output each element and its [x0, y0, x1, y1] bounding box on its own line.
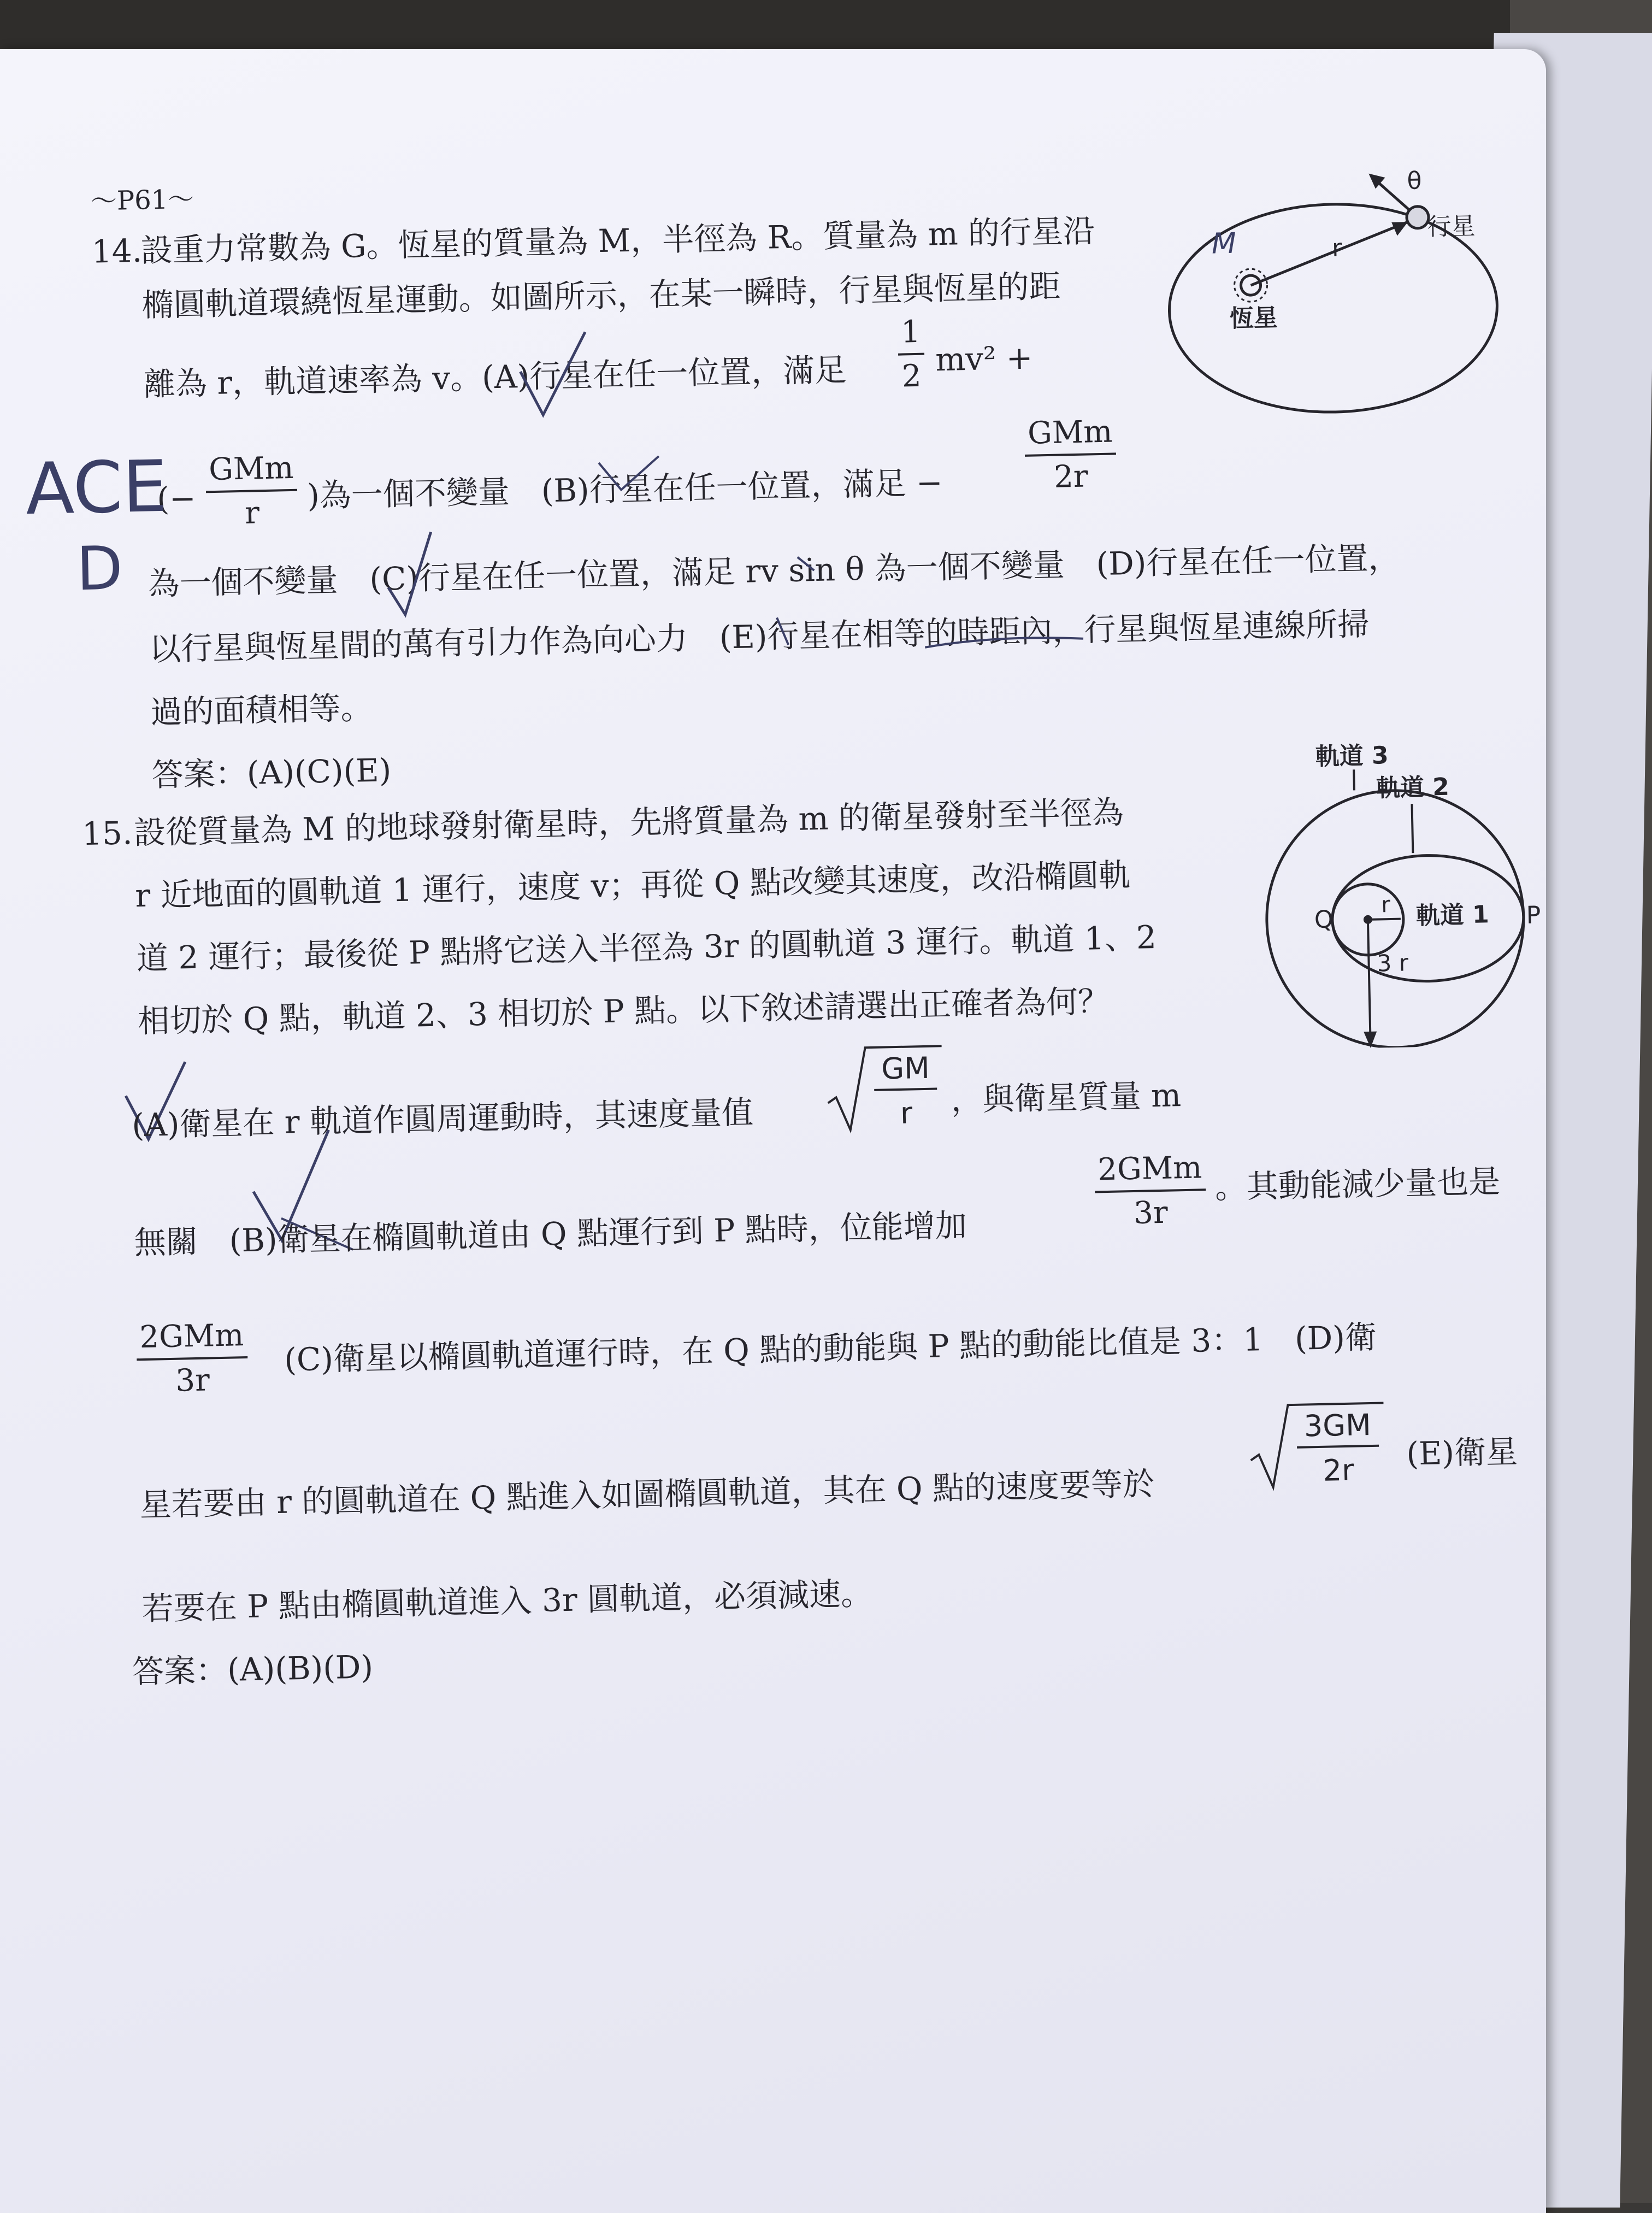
q14-line1: 設重力常數為 G。恆星的質量為 M，半徑為 R。質量為 m 的行星沿 — [140, 212, 1095, 269]
q15-orbits-figure — [1238, 738, 1546, 1051]
sqrt-numerator: GM — [881, 1050, 930, 1086]
sqrt-numerator: 3GM — [1303, 1408, 1372, 1444]
label-Q: Q — [1314, 905, 1334, 934]
label-3r: 3 r — [1377, 949, 1409, 977]
fraction-denominator: 3r — [1133, 1194, 1169, 1231]
handwritten-answer-ace: ACE — [25, 444, 168, 531]
label-orbit-1: 軌道 1 — [1415, 900, 1490, 931]
q15-line6-tail: 。其動能減少量也是 — [1214, 1162, 1501, 1206]
checkmark-b14 — [599, 456, 659, 490]
checkmark-c14 — [387, 532, 433, 615]
q15-line5-head: (A)衛星在 r 軌道作圓周運動時，其速度量值 — [131, 1093, 754, 1144]
fraction-denominator: 2 — [901, 358, 922, 395]
q15-line3: 道 2 運行；最後從 P 點將它送入半徑為 3r 的圓軌道 3 運行。軌道 1、2 — [136, 919, 1157, 978]
q15-line5-tail: ，與衛星質量 m — [950, 1076, 1182, 1119]
fraction-numerator: 2GMm — [1094, 1150, 1206, 1193]
label-r: r — [1331, 234, 1342, 263]
q15-line7: (C)衛星以橢圓軌道運行時，在 Q 點的動能與 P 點的動能比值是 3：1 (D)衛 — [284, 1318, 1377, 1379]
handwritten-M: M — [1211, 227, 1237, 261]
q15-fraction-2gmm-3r-a — [1094, 1150, 1207, 1232]
q15-line1: 設從質量為 M 的地球發射衛星時，先將質量為 m 的衛星發射至半徑為 — [133, 793, 1124, 852]
checkmark-a14 — [520, 332, 587, 415]
q15-line2: r 近地面的圓軌道 1 運行，速度 v；再從 Q 點改變其速度，改沿橢圓軌 — [134, 856, 1131, 915]
fraction-numerator: 2GMm — [136, 1317, 247, 1361]
q15-number: 15. — [81, 814, 133, 853]
sqrt-gm-r-icon — [824, 1040, 946, 1136]
q14-answer: 答案：(A)(C)(E) — [151, 751, 392, 794]
page-content — [0, 49, 1546, 2212]
fraction-numerator: GMm — [1024, 414, 1116, 456]
radius-r-line — [1368, 919, 1401, 920]
q14-line6: 以行星與恆星間的萬有引力作為向心力 (E)行星在相等的時距內，行星與恆星連線所掃 — [149, 605, 1370, 668]
underline-equal-time — [925, 637, 1083, 647]
page-number: ～P61～ — [90, 184, 194, 217]
q14-line4-mid: )為一個不變量 (B)行星在任一位置，滿足 − — [306, 464, 943, 515]
fraction-denominator: 3r — [175, 1362, 210, 1399]
orbit2-pointer — [1412, 804, 1413, 853]
worksheet-page — [0, 49, 1546, 2213]
q14-line2: 橢圓軌道環繞恆星運動。如圖所示，在某一瞬時，行星與恆星的距 — [141, 267, 1061, 324]
q14-line7: 過的面積相等。 — [150, 689, 373, 731]
fraction-numerator: 1 — [898, 314, 924, 356]
handwritten-answer-d: D — [75, 533, 123, 604]
label-theta: θ — [1407, 167, 1423, 196]
q14-line5: 為一個不變量 (C)行星在任一位置，滿足 rv sin θ 為一個不變量 (D)行星在任一位置， — [147, 539, 1400, 603]
q15-fraction-2gmm-3r-b — [136, 1317, 249, 1399]
radius-3r-line — [1368, 920, 1371, 1045]
q15-line4: 相切於 Q 點，軌道 2、3 相切於 P 點。以下敘述請選出正確者為何？ — [137, 982, 1110, 1040]
q14-line3: 離為 r，軌道速率為 v。(A)行星在任一位置，滿足 — [143, 351, 847, 403]
fraction-numerator: GMm — [205, 450, 298, 493]
fraction-denominator: r — [244, 495, 260, 531]
label-star: 恆星 — [1229, 304, 1278, 333]
label-orbit-3: 軌道 3 — [1315, 741, 1389, 771]
label-planet: 行星 — [1426, 212, 1476, 242]
q15-line9: 若要在 P 點由橢圓軌道進入 3r 圓軌道，必須減速。 — [141, 1575, 873, 1628]
q15-line6-head: 無關 (B)衛星在橢圓軌道由 Q 點運行到 P 點時，位能增加 — [134, 1206, 967, 1262]
label-orbit-2: 軌道 2 — [1376, 773, 1450, 803]
q14-line4-open: (− — [156, 479, 197, 518]
sqrt-denominator: r — [900, 1096, 913, 1131]
q15-line8-tail: (E)衛星 — [1406, 1433, 1518, 1473]
label-r: r — [1380, 892, 1391, 918]
q15-line8-head: 星若要由 r 的圓軌道在 Q 點進入如圖橢圓軌道，其在 Q 點的速度要等於 — [139, 1465, 1155, 1524]
fraction-denominator: 2r — [1053, 458, 1089, 495]
q14-number: 14. — [91, 232, 143, 270]
label-P: P — [1526, 901, 1541, 929]
underline-rvsin — [798, 557, 815, 571]
checkmark-e14 — [777, 617, 788, 645]
q14-line3-tail: mv² + — [935, 339, 1034, 379]
sqrt-denominator: 2r — [1323, 1452, 1354, 1488]
q15-answer: 答案：(A)(B)(D) — [132, 1648, 374, 1691]
sqrt-3gm-2r-icon — [1247, 1397, 1391, 1493]
